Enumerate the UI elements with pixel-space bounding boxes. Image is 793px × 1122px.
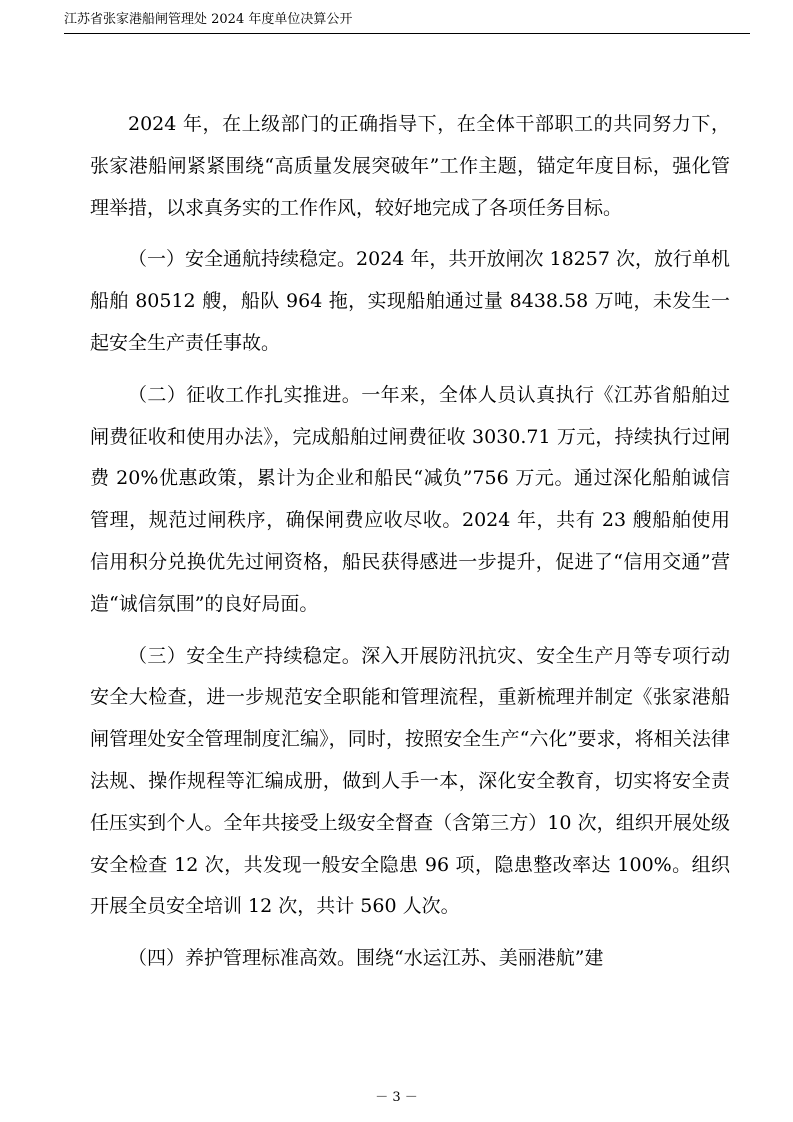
section-maintenance-paragraph: （四）养护管理标准高效。围绕“水运江苏、美丽港航”建 — [128, 947, 604, 970]
section-safety-production-paragraph: （三）安全生产持续稳定。深入开展防汛抗灾、安全生产月等专项行动安全大检查，进一步规范安全职能和管理流程，重新梳理并制定《张家港船闸管理处安全管理制度汇编》，同时，按照安全生产“六化”要求，将相关法律法规、操作规程等汇编成册，做到人手一本，深化安全教育，切实将安全责任压实到个人。全年共接受上级安全督查（含第三方）10 次，组织开展处级安全检查 12 次，共发现一般安全隐患 96 项，隐患整改率达 100%。组织开展全员安全培训 12 次，共计 560 人次。 — [90, 644, 730, 918]
section-safe-navigation-paragraph: （一）安全通航持续稳定。2024 年，共开放闸次 18257 次，放行单机船舶 80512 艘，船队 964 拖，实现船舶通过量 8438.58 万吨，未发生一起安全生产责任事故。 — [90, 248, 730, 354]
document-header: 江苏省张家港船闸管理处 2024 年度单位决算公开 — [64, 12, 353, 27]
header-divider — [64, 33, 750, 34]
intro-paragraph: 2024 年，在上级部门的正确指导下，在全体干部职工的共同努力下，张家港船闸紧紧围绕“高质量发展突破年”工作主题，锚定年度目标，强化管理举措，以求真务实的工作作风，较好地完成了各项任务目标。 — [90, 113, 730, 219]
section-fee-collection-paragraph: （二）征收工作扎实推进。一年来，全体人员认真执行《江苏省船舶过闸费征收和使用办法》，完成船舶过闸费征收 3030.71 万元，持续执行过闸费 20%优惠政策，累计为企业和船民“减负”756 万元。通过深化船舶诚信管理，规范过闸秩序，确保闸费应收尽收。2024 年，共有 23 艘船舶使用信用积分兑换优先过闸资格，船民获得感进一步提升，促进了“信用交通”营造“诚信氛围”的良好局面。 — [90, 383, 730, 615]
document-body — [90, 104, 730, 990]
page-number: － 3 － — [375, 1090, 418, 1105]
